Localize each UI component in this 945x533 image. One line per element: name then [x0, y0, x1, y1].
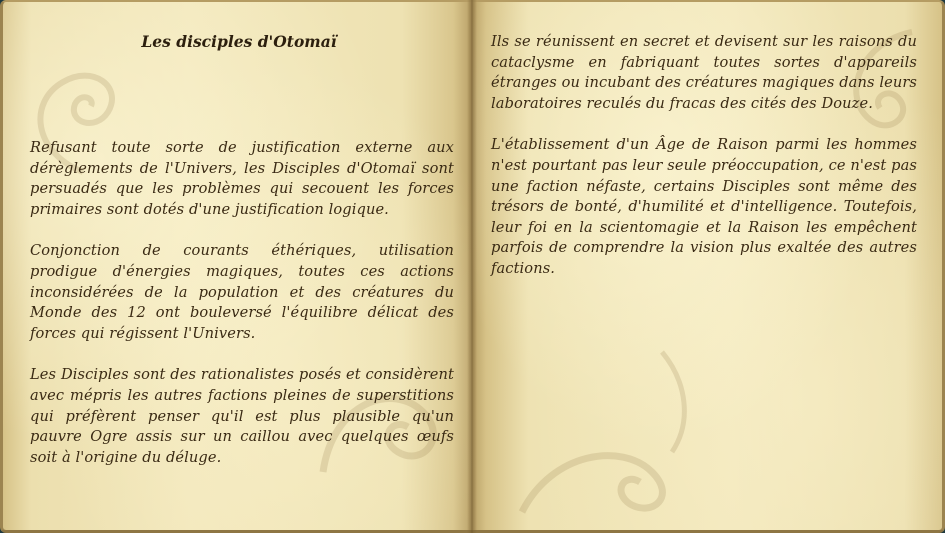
paragraph: L'établissement d'un Âge de Raison parmi les hommes n'est pourtant pas leur seule préoccupation, ce n'est pas une faction néfaste, certains Disciples sont même des trésors de bonté, d'humilité et d'intelligence. Toutefois, leur foi en la scientomagie et la Raison les empêchent parfois de comprendre la vision plus exaltée des autres factions.	[491, 136, 917, 277]
paragraph: Refusant toute sorte de justification externe aux dérèglements de l'Univers, les Disciples d'Otomaï sont persuadés que les problèmes qui secouent les forces primaires sont dotés d'une justification logique.	[30, 139, 454, 218]
left-page	[0, 0, 472, 533]
paragraph: Conjonction de courants éthériques, utilisation prodigue d'énergies magiques, toutes ces actions inconsidérées de la population et des créatures du Monde des 12 ont bouleversé l'équilibre délicat des forces qui régissent l'Univers.	[30, 242, 454, 342]
book-spine	[467, 0, 477, 533]
paragraph: Les Disciples sont des rationalistes posés et considèrent avec mépris les autres factions pleines de superstitions qui préfèrent penser qu'il est plus plausible qu'un pauvre Ogre assis sur un caillou avec quelques œufs soit à l'origine du déluge.	[30, 366, 454, 466]
paragraph: Ils se réunissent en secret et devisent sur les raisons du cataclysme en fabriquant toutes sortes d'appareils étranges ou incubant des créatures magiques dans leurs laboratoires reculés du fracas des cités des Douze.	[491, 33, 917, 112]
right-page	[472, 0, 945, 533]
decorative-swirl-icon	[512, 332, 712, 522]
left-page-text	[30, 138, 454, 489]
page-title: Les disciples d'Otomaï	[141, 32, 337, 51]
right-page-text	[491, 32, 917, 301]
